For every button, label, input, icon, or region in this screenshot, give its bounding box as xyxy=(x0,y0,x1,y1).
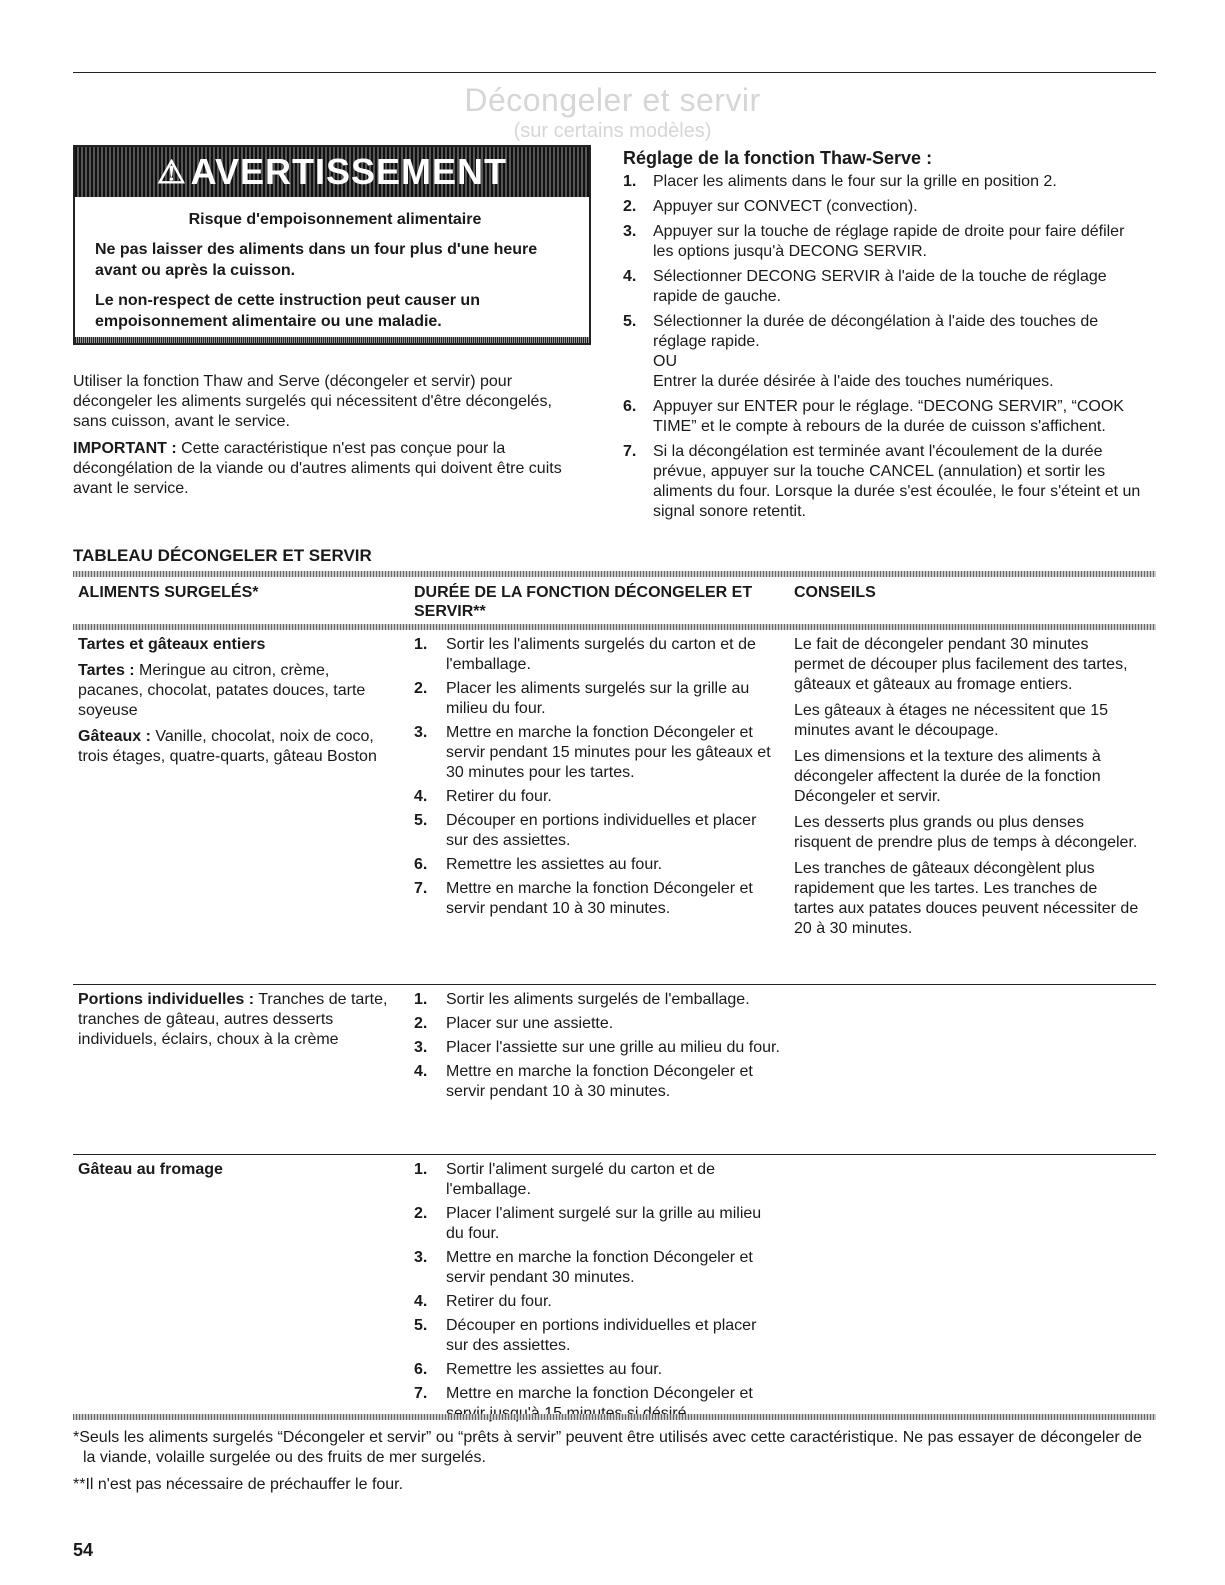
warning-line-2: Le non-respect de cette instruction peut causer un empoisonnement alimentaire ou une maladie. xyxy=(95,292,480,330)
setup-step xyxy=(623,222,1143,262)
row1-step xyxy=(414,787,780,807)
row1-tartes xyxy=(78,661,378,721)
step-number: 5. xyxy=(623,313,637,330)
step-number: 1. xyxy=(414,1161,428,1178)
step-text: Mettre en marche la fonction Décongeler et xyxy=(446,1385,753,1402)
step-text: Placer l'assiette sur une grille au milieu du four. xyxy=(446,1039,780,1056)
row1-gateaux xyxy=(78,727,378,767)
warning-line-1: Ne pas laisser des aliments dans un four plus d'une heure avant ou après la cuisson. xyxy=(95,241,538,279)
step-text: Placer les aliments dans le four sur la grille en position 2. xyxy=(653,173,1057,190)
setup-step xyxy=(623,197,1143,217)
warning-body xyxy=(95,209,575,341)
col-header-food: ALIMENTS SURGELÉS* xyxy=(78,584,259,601)
tip: Le fait de décongeler pendant 30 minutes permet de découper plus facilement des tartes, gâteaux et gâteaux au fromage entiers. xyxy=(794,636,1128,693)
col-header-tips: CONSEILS xyxy=(794,584,876,601)
table-top-band xyxy=(73,571,1156,577)
step-number: 4. xyxy=(414,788,428,805)
important-note xyxy=(73,439,588,499)
row3-duration xyxy=(414,1160,780,1428)
step-text: Découper en portions individuelles et placer sur des assiettes. xyxy=(446,812,757,849)
setup-section xyxy=(623,148,1143,527)
setup-step xyxy=(623,267,1143,307)
row1-steps xyxy=(414,635,780,919)
row1-step xyxy=(414,855,780,875)
step-number: 1. xyxy=(414,636,428,653)
row3-step xyxy=(414,1248,780,1288)
row1-step xyxy=(414,679,780,719)
step-alt: Entrer la durée désirée à l'aide des touches numériques. xyxy=(653,373,1054,390)
setup-step xyxy=(623,397,1143,437)
intro-text: Utiliser la fonction Thaw and Serve (décongeler et servir) pour décongeler les aliments surgelés qui nécessitent d'être décongelés, sans cuisson, avant le service. xyxy=(73,373,552,430)
important-label: IMPORTANT : xyxy=(73,440,177,457)
portions-text: Tranches de tarte, tranches de gâteau, autres desserts individuels, éclairs, choux à la crème xyxy=(78,991,388,1048)
row3-step xyxy=(414,1360,780,1380)
row1-step xyxy=(414,879,780,919)
row3-food xyxy=(78,1160,388,1186)
row2-step xyxy=(414,1062,780,1102)
row1-step xyxy=(414,635,780,675)
step-number: 3. xyxy=(623,223,637,240)
row2-step xyxy=(414,1014,780,1034)
row1-step xyxy=(414,723,780,783)
step-text: Sortir l'aliment surgelé du carton et de l'emballage. xyxy=(446,1161,715,1198)
table-title: TABLEAU DÉCONGELER ET SERVIR xyxy=(73,546,372,565)
row3-food-title: Gâteau au fromage xyxy=(78,1161,223,1178)
step-number: 2. xyxy=(414,680,428,697)
step-number: 4. xyxy=(623,268,637,285)
step-text: Mettre en marche la fonction Décongeler et servir pendant 10 à 30 minutes. xyxy=(446,1063,753,1100)
row3-step xyxy=(414,1160,780,1200)
step-number: 4. xyxy=(414,1293,428,1310)
step-number: 3. xyxy=(414,1249,428,1266)
step-number: 7. xyxy=(623,443,637,460)
row2-food-desc xyxy=(78,990,388,1050)
row2-steps xyxy=(414,990,780,1102)
top-rule xyxy=(73,72,1156,73)
warning-icon: ⚠ xyxy=(156,154,187,190)
step-number: 6. xyxy=(414,856,428,873)
step-number: 7. xyxy=(414,880,428,897)
step-text: Mettre en marche la fonction Décongeler et servir pendant 15 minutes pour les gâteaux et 30 minutes pour les tartes. xyxy=(446,724,771,781)
step-number: 1. xyxy=(623,173,637,190)
step-number: 5. xyxy=(414,812,428,829)
step-text: Retirer du four. xyxy=(446,1293,552,1310)
step-text: Placer les aliments surgelés sur la grille au milieu du four. xyxy=(446,680,750,717)
important-text: Cette caractéristique n'est pas conçue pour la décongélation de la viande ou d'autres aliments qui doivent être cuits avant le service. xyxy=(73,440,562,497)
setup-step xyxy=(623,442,1143,522)
step-text: Appuyer sur CONVECT (convection). xyxy=(653,198,918,215)
row-divider xyxy=(73,984,1156,985)
step-number: 1. xyxy=(414,991,428,1008)
step-text: Appuyer sur la touche de réglage rapide de droite pour faire défiler les options jusqu'à DECONG SERVIR. xyxy=(653,223,1125,260)
row3-steps xyxy=(414,1160,780,1424)
row2-duration xyxy=(414,990,780,1106)
footnote: *Seuls les aliments surgelés “Décongeler et servir” ou “prêts à servir” peuvent être utilisés avec cette caractéristique. Ne pas essayer de décongeler de la viande, volaille surgelée ou des fruits de mer surgelés. xyxy=(73,1429,1142,1466)
gateaux-label: Gâteaux : xyxy=(78,728,151,745)
row1-food xyxy=(78,635,378,773)
step-text: Remettre les assiettes au four. xyxy=(446,856,663,873)
warning-header xyxy=(75,147,589,197)
table-bottom-band xyxy=(73,1414,1156,1420)
setup-step xyxy=(623,172,1143,192)
tip: Les tranches de gâteaux décongèlent plus rapidement que les tartes. Les tranches de tartes aux patates douces peuvent nécessiter de 20 à 30 minutes. xyxy=(794,860,1139,937)
step-text: Remettre les assiettes au four. xyxy=(446,1361,663,1378)
step-text: Sélectionner la durée de décongélation à l'aide des touches de réglage rapide. xyxy=(653,313,1099,350)
row1-duration xyxy=(414,635,780,923)
portions-label: Portions individuelles : xyxy=(78,991,255,1008)
row-divider xyxy=(73,1154,1156,1155)
row3-step xyxy=(414,1316,780,1356)
setup-heading: Réglage de la fonction Thaw-Serve : xyxy=(623,148,933,168)
tartes-label: Tartes : xyxy=(78,662,135,679)
step-text: Découper en portions individuelles et placer sur des assiettes. xyxy=(446,1317,757,1354)
warning-heading: AVERTISSEMENT xyxy=(190,151,508,192)
step-text: Si la décongélation est terminée avant l'écoulement de la durée prévue, appuyer sur la touche CANCEL (annulation) et sortir les aliments du four. Lorsque la durée s'est écoulée, le four s'éteint et un signal sonore retentit. xyxy=(653,443,1141,520)
step-number: 3. xyxy=(414,724,428,741)
row2-step xyxy=(414,1038,780,1058)
tip: Les desserts plus grands ou plus denses risquent de prendre plus de temps à décongeler. xyxy=(794,814,1138,851)
step-number: 2. xyxy=(623,198,637,215)
step-number: 2. xyxy=(414,1205,428,1222)
col-header-duration: DURÉE DE LA FONCTION DÉCONGELER ET SERVIR** xyxy=(414,584,753,620)
step-text: Mettre en marche la fonction Décongeler et servir pendant 30 minutes. xyxy=(446,1249,753,1286)
row2-step xyxy=(414,990,780,1010)
step-number: 6. xyxy=(623,398,637,415)
setup-step xyxy=(623,312,1143,392)
step-text: Sortir les l'aliments surgelés du carton et de l'emballage. xyxy=(446,636,756,673)
header-band xyxy=(73,624,1156,630)
row2-food xyxy=(78,990,388,1056)
step-number: 7. xyxy=(414,1385,428,1402)
step-or: OU xyxy=(653,353,677,370)
warning-bottom-band xyxy=(75,337,589,343)
step-number: 4. xyxy=(414,1063,428,1080)
step-number: 3. xyxy=(414,1039,428,1056)
step-text: Mettre en marche la fonction Décongeler et servir pendant 10 à 30 minutes. xyxy=(446,880,753,917)
tartes-text: Meringue au citron, crème, pacanes, chocolat, patates douces, tarte soyeuse xyxy=(78,662,366,719)
step-text: Placer l'aliment surgelé sur la grille au milieu du four. xyxy=(446,1205,762,1242)
row1-step xyxy=(414,811,780,851)
step-number: 2. xyxy=(414,1015,428,1032)
warning-box xyxy=(73,145,591,345)
footnotes xyxy=(73,1428,1148,1502)
intro-section xyxy=(73,372,588,506)
step-number: 6. xyxy=(414,1361,428,1378)
row1-food-title: Tartes et gâteaux entiers xyxy=(78,636,266,653)
step-number: 5. xyxy=(414,1317,428,1334)
tip: Les dimensions et la texture des aliments à décongeler affectent la durée de la fonction Décongeler et servir. xyxy=(794,748,1101,805)
page-number: 54 xyxy=(73,1540,94,1560)
row3-step xyxy=(414,1292,780,1312)
setup-steps xyxy=(623,172,1143,522)
page-title: Décongeler et servir xyxy=(464,82,761,118)
step-text: Appuyer sur ENTER pour le réglage. “DECONG SERVIR”, “COOK TIME” et le compte à rebours de la durée de cuisson s'affichent. xyxy=(653,398,1124,435)
step-text: Retirer du four. xyxy=(446,788,552,805)
footnote: **Il n'est pas nécessaire de préchauffer le four. xyxy=(73,1476,404,1493)
page-subtitle: (sur certains modèles) xyxy=(513,120,712,142)
step-text: Placer sur une assiette. xyxy=(446,1015,614,1032)
row3-step xyxy=(414,1204,780,1244)
gateaux-text: Vanille, chocolat, noix de coco, trois étages, quatre-quarts, gâteau Boston xyxy=(78,728,377,765)
row1-tips xyxy=(794,635,1139,945)
step-text: Sélectionner DECONG SERVIR à l'aide de la touche de réglage rapide de gauche. xyxy=(653,268,1107,305)
tip: Les gâteaux à étages ne nécessitent que 15 minutes avant le découpage. xyxy=(794,702,1109,739)
warning-risk: Risque d'empoisonnement alimentaire xyxy=(188,211,482,228)
step-text: Sortir les aliments surgelés de l'emballage. xyxy=(446,991,750,1008)
